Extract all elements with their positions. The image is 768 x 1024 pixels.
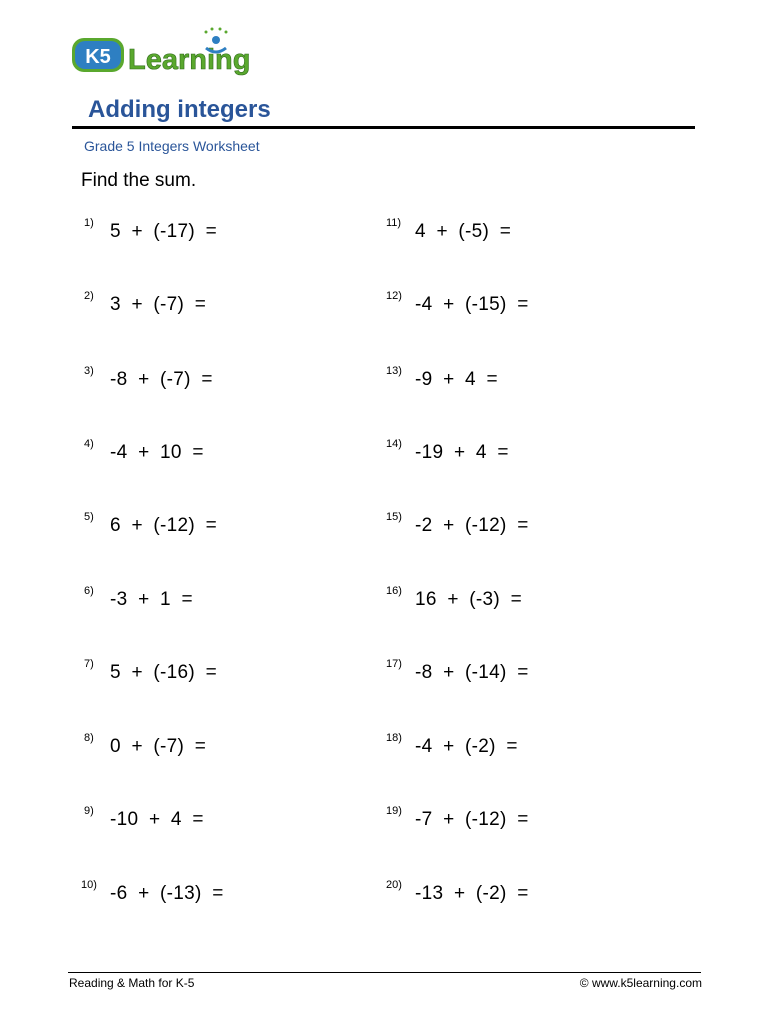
problem-number: 9) bbox=[84, 805, 94, 817]
problem-expression: -8 + (-7) = bbox=[110, 369, 213, 390]
problem-number: 13) bbox=[386, 365, 402, 377]
problem-expression: -19 + 4 = bbox=[415, 442, 509, 463]
instruction-text: Find the sum. bbox=[81, 170, 197, 191]
problem-number: 15) bbox=[386, 511, 402, 523]
footer-copyright-link[interactable]: © www.k5learning.com bbox=[579, 976, 702, 990]
problem-expression: 5 + (-17) = bbox=[110, 221, 218, 242]
problem-expression: -6 + (-13) = bbox=[110, 883, 224, 904]
logo-learning-text: Learning bbox=[128, 44, 251, 76]
problem-number: 20) bbox=[386, 879, 402, 891]
problem-expression: 5 + (-16) = bbox=[110, 662, 218, 683]
problem-expression: 0 + (-7) = bbox=[110, 736, 207, 757]
problem-expression: -7 + (-12) = bbox=[415, 809, 529, 830]
problem-expression: -2 + (-12) = bbox=[415, 515, 529, 536]
problem-expression: -3 + 1 = bbox=[110, 589, 193, 610]
logo-k5-text: K5 bbox=[85, 46, 111, 68]
problem-expression: -4 + (-15) = bbox=[415, 294, 529, 315]
problem-number: 5) bbox=[84, 511, 94, 523]
problem-number: 18) bbox=[386, 732, 402, 744]
problem-number: 19) bbox=[386, 805, 402, 817]
problem-number: 12) bbox=[386, 290, 402, 302]
problem-number: 7) bbox=[84, 658, 94, 670]
problem-number: 8) bbox=[84, 732, 94, 744]
title-divider bbox=[72, 126, 695, 129]
problem-expression: -13 + (-2) = bbox=[415, 883, 529, 904]
problem-number: 11) bbox=[386, 217, 402, 229]
footer-tagline: Reading & Math for K-5 bbox=[69, 976, 195, 990]
problem-number: 14) bbox=[386, 438, 402, 450]
problem-number: 16) bbox=[386, 585, 402, 597]
problem-number: 17) bbox=[386, 658, 402, 670]
problem-number: 3) bbox=[84, 365, 94, 377]
problem-expression: -8 + (-14) = bbox=[415, 662, 529, 683]
problem-expression: -10 + 4 = bbox=[110, 809, 204, 830]
problem-number: 1) bbox=[84, 217, 94, 229]
problem-number: 4) bbox=[84, 438, 94, 450]
problem-expression: 16 + (-3) = bbox=[415, 589, 523, 610]
k5-learning-logo bbox=[70, 26, 270, 82]
problem-number: 6) bbox=[84, 585, 94, 597]
problem-expression: -4 + 10 = bbox=[110, 442, 204, 463]
worksheet-subtitle: Grade 5 Integers Worksheet bbox=[84, 138, 260, 154]
problem-number: 2) bbox=[84, 290, 94, 302]
worksheet-title: Adding integers bbox=[88, 96, 271, 123]
problem-expression: 6 + (-12) = bbox=[110, 515, 218, 536]
problem-expression: 3 + (-7) = bbox=[110, 294, 207, 315]
problem-expression: 4 + (-5) = bbox=[415, 221, 512, 242]
problem-expression: -9 + 4 = bbox=[415, 369, 498, 390]
problem-expression: -4 + (-2) = bbox=[415, 736, 518, 757]
footer-divider bbox=[68, 972, 701, 973]
problem-number: 10) bbox=[81, 879, 97, 891]
